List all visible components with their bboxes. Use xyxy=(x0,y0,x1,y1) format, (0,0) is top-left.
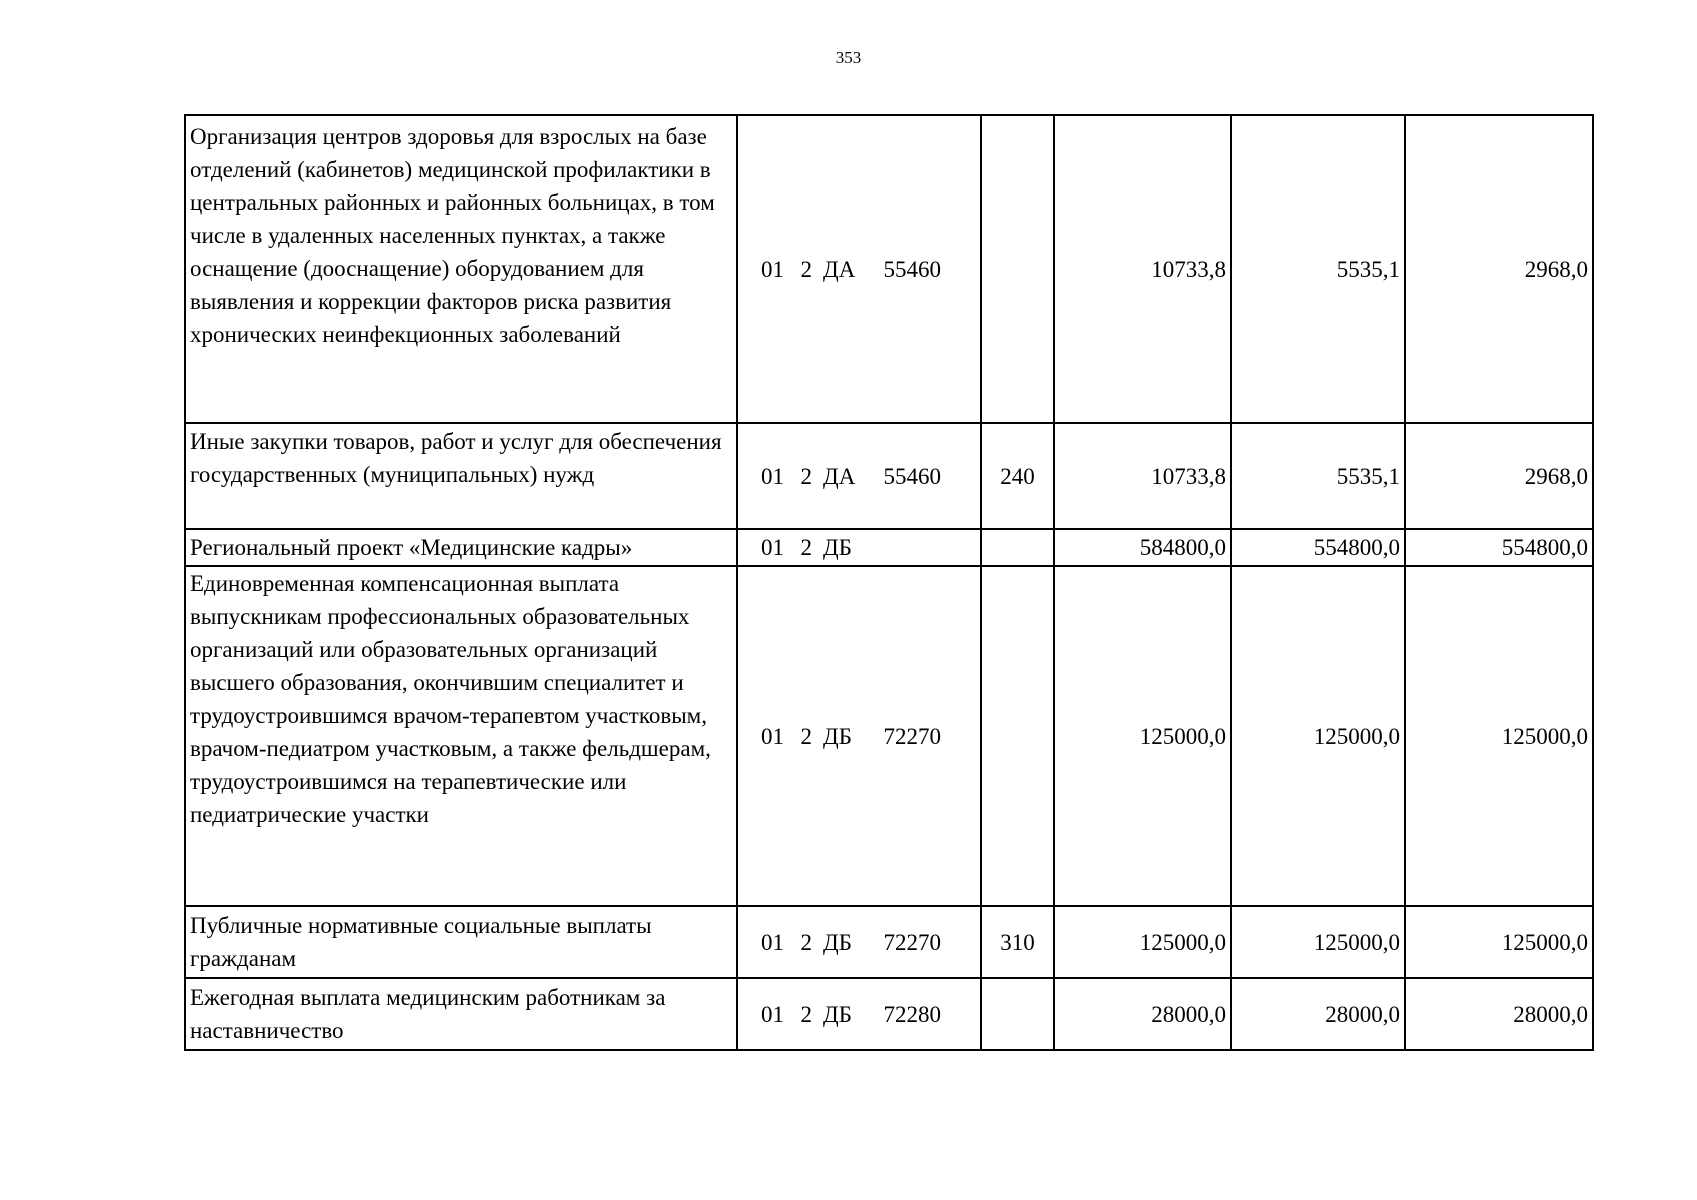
article-code: 55460 xyxy=(883,463,941,489)
value-year-2: 28000,0 xyxy=(1231,978,1405,1050)
value-year-1: 125000,0 xyxy=(1054,566,1231,906)
program-code: 01 xyxy=(761,256,784,282)
row-code xyxy=(737,906,981,978)
article-code: 72270 xyxy=(883,723,941,749)
row-code xyxy=(737,978,981,1050)
table-row xyxy=(185,529,1593,566)
value-year-3: 2968,0 xyxy=(1405,423,1593,529)
row-code xyxy=(737,529,981,566)
subprogram-code: 2 xyxy=(800,723,812,749)
table-row xyxy=(185,423,1593,529)
value-year-2: 5535,1 xyxy=(1231,423,1405,529)
direction-code: ДБ xyxy=(823,723,852,749)
direction-code: ДА xyxy=(823,463,856,489)
row-name: Публичные нормативные социальные выплаты гражданам xyxy=(185,906,737,978)
expense-type: 240 xyxy=(981,423,1054,529)
program-code: 01 xyxy=(761,929,784,955)
direction-code: ДБ xyxy=(823,1001,852,1027)
row-name: Иные закупки товаров, работ и услуг для обеспечения государственных (муниципальных) нужд xyxy=(185,423,737,529)
direction-code: ДБ xyxy=(823,535,852,560)
value-year-3: 554800,0 xyxy=(1405,529,1593,566)
expense-type xyxy=(981,978,1054,1050)
row-code xyxy=(737,423,981,529)
page-number: 353 xyxy=(835,48,862,67)
table-row xyxy=(185,566,1593,906)
subprogram-code: 2 xyxy=(800,535,812,560)
article-code: 55460 xyxy=(883,256,941,282)
value-year-1: 125000,0 xyxy=(1054,906,1231,978)
table-row xyxy=(185,115,1593,423)
value-year-3: 2968,0 xyxy=(1405,115,1593,423)
value-year-3: 125000,0 xyxy=(1405,566,1593,906)
subprogram-code: 2 xyxy=(800,1001,812,1027)
expense-type xyxy=(981,529,1054,566)
program-code: 01 xyxy=(761,463,784,489)
value-year-2: 5535,1 xyxy=(1231,115,1405,423)
value-year-1: 10733,8 xyxy=(1054,423,1231,529)
value-year-2: 554800,0 xyxy=(1231,529,1405,566)
row-name: Единовременная компенсационная выплата выпускникам профессиональных образовательных организаций или образовательных организаций высшего образования, окончившим специалитет и трудоустроившимся врачом-терапевтом участковым, врачом-педиатром участковым, а также фельдшерам, трудоустроившимся на терапевтические или педиатрические участки xyxy=(185,566,737,906)
row-code xyxy=(737,115,981,423)
row-name: Региональный проект «Медицинские кадры» xyxy=(185,529,737,566)
direction-code: ДА xyxy=(823,256,856,282)
subprogram-code: 2 xyxy=(800,929,812,955)
program-code: 01 xyxy=(761,1001,784,1027)
article-code: 72270 xyxy=(883,929,941,955)
row-code xyxy=(737,566,981,906)
value-year-2: 125000,0 xyxy=(1231,906,1405,978)
direction-code: ДБ xyxy=(823,929,852,955)
article-code: 72280 xyxy=(883,1001,941,1027)
expense-type: 310 xyxy=(981,906,1054,978)
subprogram-code: 2 xyxy=(800,256,812,282)
row-name: Организация центров здоровья для взрослых на базе отделений (кабинетов) медицинской профилактики в центральных районных и районных больницах, в том числе в удаленных населенных пунктах, а также оснащение (дооснащение) оборудованием для выявления и коррекции факторов риска развития хронических неинфекционных заболеваний xyxy=(185,115,737,423)
value-year-1: 584800,0 xyxy=(1054,529,1231,566)
program-code: 01 xyxy=(761,535,784,560)
value-year-3: 28000,0 xyxy=(1405,978,1593,1050)
value-year-2: 125000,0 xyxy=(1231,566,1405,906)
table-row xyxy=(185,906,1593,978)
value-year-3: 125000,0 xyxy=(1405,906,1593,978)
program-code: 01 xyxy=(761,723,784,749)
expense-type xyxy=(981,566,1054,906)
budget-table xyxy=(184,114,1594,1051)
expense-type xyxy=(981,115,1054,423)
value-year-1: 10733,8 xyxy=(1054,115,1231,423)
row-name: Ежегодная выплата медицинским работникам за наставничество xyxy=(185,978,737,1050)
value-year-1: 28000,0 xyxy=(1054,978,1231,1050)
subprogram-code: 2 xyxy=(800,463,812,489)
table-row xyxy=(185,978,1593,1050)
